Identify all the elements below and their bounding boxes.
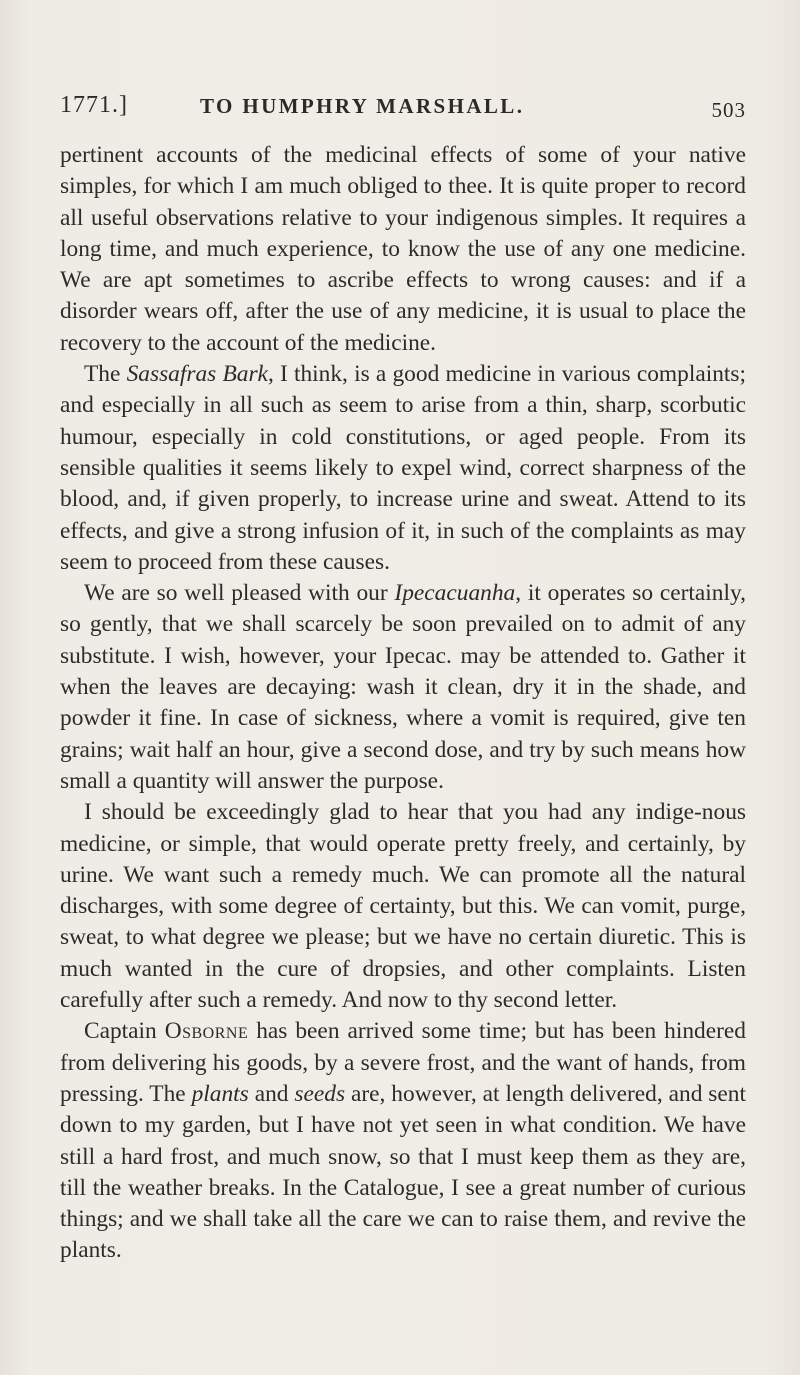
paragraph-4 — [60, 797, 746, 1016]
paragraph-1 — [60, 140, 746, 359]
paragraph-5 — [60, 1016, 746, 1266]
paragraph-text: has been arrived some time; but has been hindered from delivering his goods, by a severe frost, and the want of hands, from pressing. The — [60, 1018, 746, 1107]
italic-term: plants — [191, 1080, 249, 1107]
paragraph-text: and — [248, 1080, 295, 1107]
paragraph-text: I should be exceedingly glad to hear that you had any indige-nous medicine, or simple, that would operate pretty freely, and certainly, by urine. We want such a remedy much. We can promote all the natural discharges, with some degree of certainty, but this. We can vomit, purge, sweat, to what degree we please; but we have no certain diuretic. This is much wanted in the cure of dropsies, and other complaints. Listen carefully after such a remedy. And now to thy second letter. — [60, 799, 746, 1014]
paragraph-text: , it operates so certainly, so gently, that we shall scarcely be soon prevailed on to admit of any substitute. I wish, however, your Ipecac. may be attended to. Gather it when the leaves are decaying: wash it clean, dry it in the shade, and powder it fine. In case of sickness, where a vomit is required, give ten grains; wait half an hour, give a second dose, and try by such means how small a quantity will answer the purpose. — [60, 580, 746, 794]
running-head-year: 1771.] — [60, 92, 128, 118]
paragraph-text: are, however, at length delivered, and sent down to my garden, but I have not yet seen in what condition. We have still a hard frost, and much snow, so that I must keep them as they are, till the weather breaks. In the Catalogue, I see a great number of curious things; and we shall take all the care we can to raise them, and revive the plants. — [60, 1080, 746, 1264]
page-number: 503 — [711, 98, 746, 122]
paragraph-text: Captain — [84, 1018, 165, 1045]
paragraph-text: The — [84, 361, 127, 388]
italic-term: Sassafras Bark — [126, 361, 268, 388]
paragraph-text: , I think, is a good medicine in various complaints; and especially in all such as seem to arise from a thin, sharp, scorbutic humour, especially in cold constitutions, or aged people. From its sensible qualities it seems likely to expel wind, correct sharpness of the blood, and, if given properly, to increase urine and sweat. Attend to its effects, and give a strong infusion of it, in such of the complaints as may seem to proceed from these causes. — [60, 361, 746, 575]
italic-term: seeds — [294, 1080, 346, 1107]
paragraph-3 — [60, 578, 746, 797]
body-text — [60, 140, 746, 1267]
paragraph-text: We are so well pleased with our — [84, 580, 395, 607]
paragraph-2 — [60, 359, 746, 578]
paragraph-text: pertinent accounts of the medicinal effects of some of your native simples, for which I am much obliged to thee. It is quite proper to record all useful observations relative to your indigenous simples. It requires a long time, and much experience, to know the use of any one medicine. We are apt sometimes to ascribe effects to wrong causes: and if a disorder wears off, after the use of any medicine, it is usual to place the recovery to the account of the medicine. — [60, 142, 746, 356]
running-head-title: TO HUMPHRY MARSHALL. — [200, 94, 525, 118]
running-head — [60, 92, 746, 126]
italic-term: Ipecacuanha — [394, 580, 516, 607]
smallcaps-name: Osborne — [164, 1018, 249, 1045]
